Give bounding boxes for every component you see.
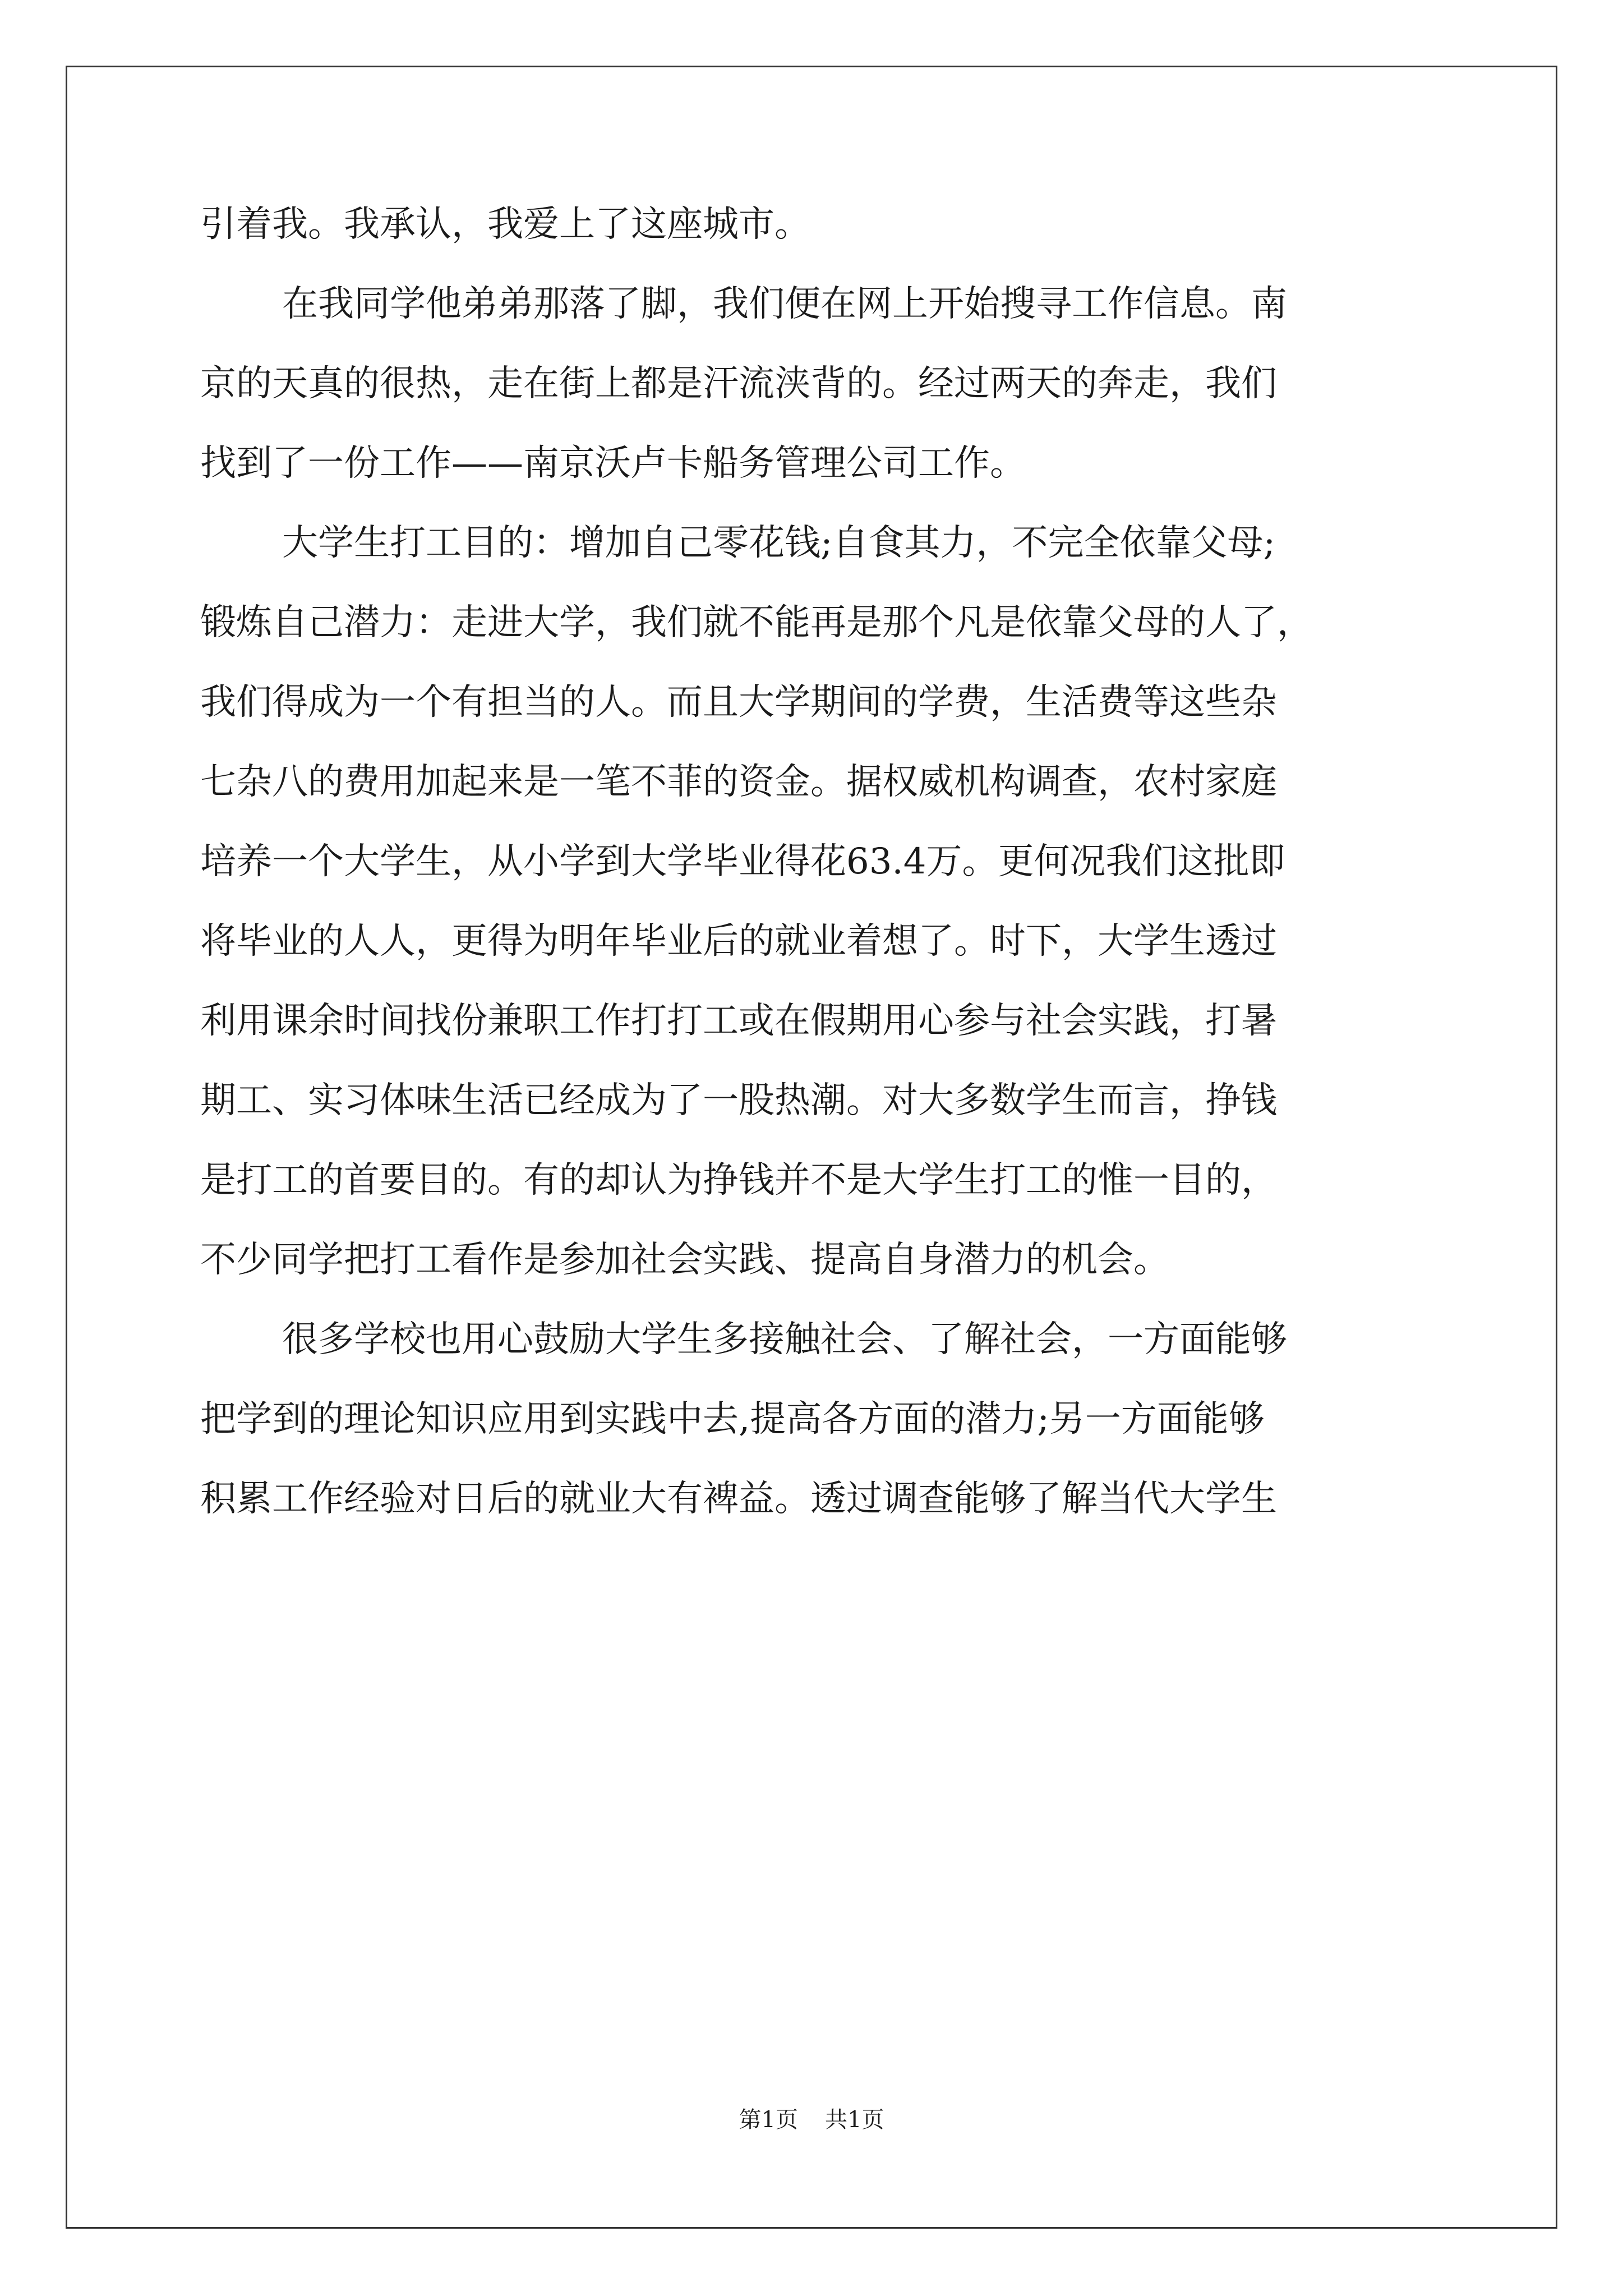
text-line: 将毕业的人人，更得为明年毕业后的就业着想了。时下，大学生透过 xyxy=(200,921,1277,962)
text-line: 是打工的首要目的。有的却认为挣钱并不是大学生打工的惟一目的， xyxy=(200,1159,1277,1201)
page-number: 第1页 xyxy=(739,2107,798,2133)
text-line: 不少同学把打工看作是参加社会实践、提高自身潜力的机会。 xyxy=(200,1239,1169,1281)
text-line: 七杂八的费用加起来是一笔不菲的资金。据权威机构调查，农村家庭 xyxy=(200,761,1277,803)
page-footer xyxy=(0,2106,1623,2133)
text-line: 积累工作经验对日后的就业大有裨益。透过调查能够了解当代大学生 xyxy=(200,1478,1277,1520)
paragraph-start-line: 在我同学他弟弟那落了脚，我们便在网上开始搜寻工作信息。南 xyxy=(282,283,1287,325)
text-line: 期工、实习体味生活已经成为了一股热潮。对大多数学生而言，挣钱 xyxy=(200,1080,1277,1121)
text-line: 找到了一份工作——南京沃卢卡船务管理公司工作。 xyxy=(200,443,1026,484)
text-line: 锻炼自己潜力：走进大学，我们就不能再是那个凡是依靠父母的人了， xyxy=(200,602,1313,643)
text-line: 利用课余时间找份兼职工作打打工或在假期用心参与社会实践，打暑 xyxy=(200,1000,1277,1042)
text-line: 把学到的理论知识应用到实践中去,提高各方面的潜力;另一方面能够 xyxy=(200,1398,1265,1440)
text-line: 培养一个大学生，从小学到大学毕业得花63.4万。更何况我们这批即 xyxy=(200,841,1285,882)
document-body xyxy=(200,206,1434,1561)
text-line: 引着我。我承认，我爱上了这座城市。 xyxy=(200,204,810,245)
text-line: 我们得成为一个有担当的人。而且大学期间的学费，生活费等这些杂 xyxy=(200,682,1277,723)
paragraph-start-line: 大学生打工目的：增加自己零花钱;自食其力，不完全依靠父母; xyxy=(282,522,1276,564)
page-total: 共1页 xyxy=(825,2107,884,2133)
text-line: 京的天真的很热，走在街上都是汗流浃背的。经过两天的奔走，我们 xyxy=(200,363,1277,404)
paragraph-start-line: 很多学校也用心鼓励大学生多接触社会、了解社会，一方面能够 xyxy=(282,1319,1287,1360)
